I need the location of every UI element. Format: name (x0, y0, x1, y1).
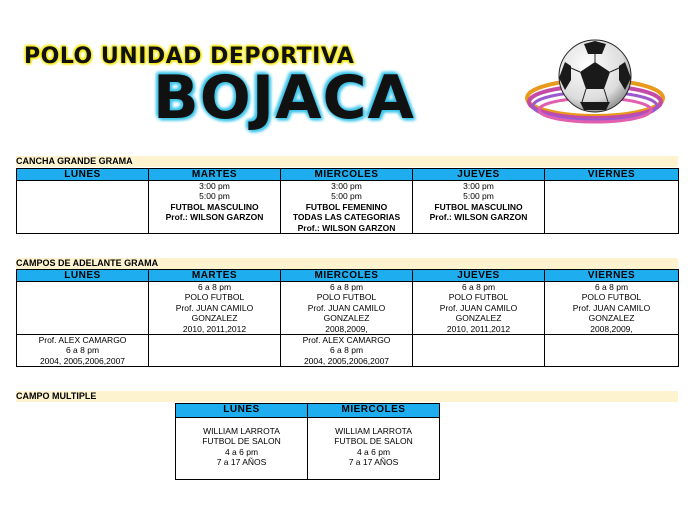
cell-line: 5:00 pm (463, 191, 494, 202)
cell-miercoles (281, 282, 413, 335)
day-header-viernes: VIERNES (545, 270, 679, 282)
cell-martes (149, 181, 281, 234)
cell-miercoles (281, 335, 413, 367)
table-row (17, 282, 679, 335)
cell-jueves (413, 335, 545, 367)
cell-line: 6 a 8 pm (594, 282, 629, 292)
cell-lunes (17, 181, 149, 234)
cell-viernes (545, 181, 679, 234)
cell-line: POLO FUTBOL (448, 292, 509, 303)
cell-line: GONZALEZ (323, 313, 370, 324)
cell-line: FUTBOL DE SALON (202, 436, 281, 447)
cell-line: FUTBOL DE SALON (334, 436, 413, 447)
table-row (176, 418, 440, 480)
cell-line: Prof.: WILSON GARZON (429, 212, 528, 223)
cell-line: 5:00 pm (331, 191, 362, 202)
table-row (17, 181, 679, 234)
cell-jueves (413, 181, 545, 234)
day-header-miercoles: MIERCOLES (281, 270, 413, 282)
section-campos-adelante-grama-label: CAMPOS DE ADELANTE GRAMA (16, 258, 678, 269)
cell-line: 3:00 pm (463, 181, 494, 191)
cell-line: TODAS LAS CATEGORIAS (292, 212, 401, 223)
cell-line: 3:00 pm (331, 181, 362, 191)
title-line-2: BOJACA (153, 63, 415, 133)
table-header-row (17, 270, 679, 282)
cell-line: WILLIAM LARROTA (203, 426, 280, 436)
cell-line: Prof. JUAN CAMILO (439, 302, 518, 313)
cell-line: GONZALEZ (455, 313, 502, 324)
cell-viernes (545, 282, 679, 335)
cell-line: 3:00 pm (199, 181, 230, 191)
schedule-table-campos-adelante (16, 269, 679, 367)
cell-line: 4 a 6 pm (224, 446, 259, 457)
cell-martes (149, 335, 281, 367)
cell-line: 6 a 8 pm (65, 345, 100, 356)
cell-line: POLO FUTBOL (581, 292, 642, 303)
cell-line: 5:00 pm (199, 191, 230, 202)
cell-lunes (17, 335, 149, 367)
cell-line: 4 a 6 pm (356, 446, 391, 457)
cell-line: WILLIAM LARROTA (335, 426, 412, 436)
day-header-lunes: LUNES (17, 270, 149, 282)
day-header-lunes: LUNES (176, 404, 308, 418)
day-header-jueves: JUEVES (413, 169, 545, 181)
cell-martes (149, 282, 281, 335)
table-header-row (17, 169, 679, 181)
cell-line: 2008,2009, (590, 323, 633, 334)
cell-line: Prof. JUAN CAMILO (307, 302, 386, 313)
cell-line: 6 a 8 pm (461, 282, 496, 292)
day-header-lunes: LUNES (17, 169, 149, 181)
cell-line: 6 a 8 pm (197, 282, 232, 292)
cell-lunes (176, 418, 308, 480)
cell-line: POLO FUTBOL (184, 292, 245, 303)
cell-line: 6 a 8 pm (329, 345, 364, 356)
cell-miercoles (308, 418, 440, 480)
cell-line: Prof.: WILSON GARZON (297, 222, 396, 233)
cell-line: 7 a 17 AÑOS (348, 457, 399, 468)
day-header-viernes: VIERNES (545, 169, 679, 181)
cell-line: 2010, 2011,2012 (446, 323, 511, 334)
schedule-table-cancha-grande (16, 168, 679, 234)
soccer-ball-icon (522, 38, 668, 134)
day-header-miercoles: MIERCOLES (308, 404, 440, 418)
schedule-table-campo-multiple (175, 403, 440, 480)
cell-line: 6 a 8 pm (329, 282, 364, 292)
cell-line: GONZALEZ (588, 313, 635, 324)
cell-line: FUTBOL FEMENINO (305, 201, 388, 212)
section-cancha-grande-grama-label: CANCHA GRANDE GRAMA (16, 156, 678, 167)
cell-line: Prof.: WILSON GARZON (165, 212, 264, 223)
cell-line: FUTBOL MASCULINO (170, 201, 259, 212)
cell-miercoles (281, 181, 413, 234)
day-header-martes: MARTES (149, 270, 281, 282)
cell-line: Prof. JUAN CAMILO (572, 302, 651, 313)
cell-line: POLO FUTBOL (316, 292, 377, 303)
cell-line: FUTBOL MASCULINO (434, 201, 523, 212)
table-header-row (176, 404, 440, 418)
cell-line: 7 a 17 AÑOS (216, 457, 267, 468)
day-header-martes: MARTES (149, 169, 281, 181)
cell-line: Prof. ALEX CAMARGO (38, 335, 127, 346)
cell-line: 2004, 2005,2006,2007 (303, 355, 390, 366)
cell-jueves (413, 282, 545, 335)
cell-line: GONZALEZ (191, 313, 238, 324)
cell-line: Prof. ALEX CAMARGO (302, 335, 391, 346)
cell-line: Prof. JUAN CAMILO (175, 302, 254, 313)
table-row (17, 335, 679, 367)
section-campo-multiple-label: CAMPO MULTIPLE (16, 391, 678, 402)
day-header-miercoles: MIERCOLES (281, 169, 413, 181)
cell-viernes (545, 335, 679, 367)
cell-lunes (17, 282, 149, 335)
cell-line: 2010, 2011,2012 (182, 323, 247, 334)
title-line-1: POLO UNIDAD DEPORTIVA (24, 44, 355, 69)
cell-line: 2004, 2005,2006,2007 (39, 355, 126, 366)
day-header-jueves: JUEVES (413, 270, 545, 282)
cell-line: 2008,2009, (325, 323, 368, 334)
